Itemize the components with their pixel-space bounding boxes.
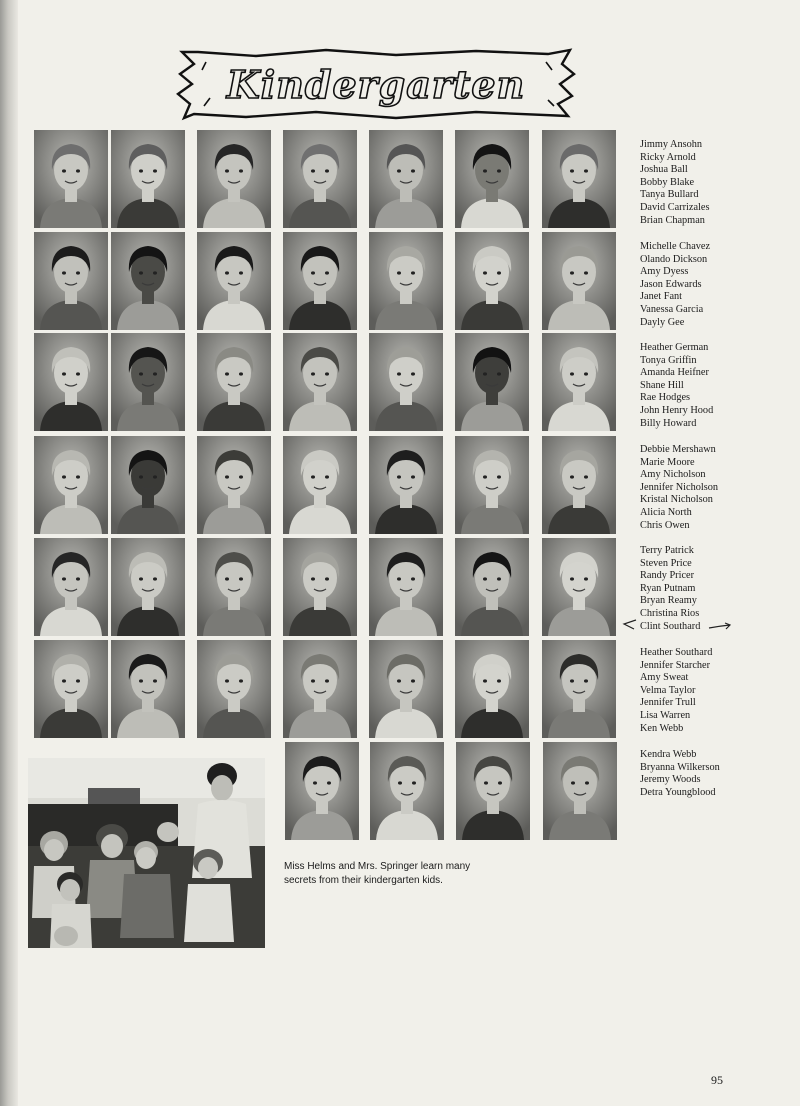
student-portrait <box>456 742 530 840</box>
student-portrait <box>283 333 357 431</box>
name-group <box>640 241 710 329</box>
student-name: Bryanna Wilkerson <box>640 761 720 773</box>
student-portrait <box>197 130 271 228</box>
student-portrait <box>111 333 185 431</box>
student-name: Amanda Heifner <box>640 367 709 379</box>
student-name: David Carrizales <box>640 201 710 213</box>
student-name: Clint Southard <box>640 620 701 632</box>
student-portrait <box>111 640 185 738</box>
hand-drawn-arrow-right <box>708 622 732 632</box>
student-portrait <box>370 742 444 840</box>
student-name: Steven Price <box>640 557 692 569</box>
student-name: Olando Dickson <box>640 253 708 265</box>
student-name: Ryan Putnam <box>640 582 696 594</box>
student-name: Michelle Chavez <box>640 241 711 252</box>
student-name: Amy Dyess <box>640 266 689 278</box>
student-name: Lisa Warren <box>640 709 691 721</box>
student-portrait <box>455 232 529 330</box>
student-name: Tanya Bullard <box>640 189 699 201</box>
page-gutter <box>0 0 18 1106</box>
teachers-group-photo <box>28 758 265 948</box>
student-name: Ricky Arnold <box>640 151 696 163</box>
student-name: Amy Sweat <box>640 672 689 684</box>
student-name: Billy Howard <box>640 417 697 429</box>
student-portrait <box>111 538 185 636</box>
student-portrait <box>369 130 443 228</box>
student-name: Dayly Gee <box>640 316 685 328</box>
student-name: Bobby Blake <box>640 176 695 188</box>
page-title: Kindergarten <box>226 61 526 107</box>
student-portrait <box>283 538 357 636</box>
student-portrait <box>542 232 616 330</box>
student-portrait <box>285 742 359 840</box>
student-portrait <box>34 232 108 330</box>
student-portrait <box>34 333 108 431</box>
student-name: Tonya Griffin <box>640 354 697 366</box>
student-portrait <box>542 130 616 228</box>
student-name: Janet Fant <box>640 291 683 303</box>
student-name: Marie Moore <box>640 456 695 468</box>
student-name: Jason Edwards <box>640 278 702 290</box>
student-portrait <box>455 130 529 228</box>
student-portrait <box>542 436 616 534</box>
student-portrait <box>34 640 108 738</box>
student-name: Jennifer Trull <box>640 697 696 709</box>
student-portrait <box>197 640 271 738</box>
student-portrait <box>369 640 443 738</box>
student-name: Rae Hodges <box>640 392 691 404</box>
student-name: Detra Youngblood <box>640 786 716 798</box>
student-name: Jimmy Ansohn <box>640 139 703 150</box>
student-name: Jennifer Starcher <box>640 659 711 671</box>
student-portrait <box>34 436 108 534</box>
student-name: Velma Taylor <box>640 684 696 696</box>
student-portrait <box>369 538 443 636</box>
student-portrait <box>542 640 616 738</box>
student-portrait <box>369 232 443 330</box>
student-name: Ken Webb <box>640 722 684 734</box>
student-portrait <box>283 436 357 534</box>
name-group <box>640 749 720 799</box>
student-name: Debbie Mershawn <box>640 444 716 455</box>
student-name: Christina Rios <box>640 607 700 619</box>
student-portrait <box>283 232 357 330</box>
student-portrait <box>542 538 616 636</box>
name-group <box>640 444 718 532</box>
student-portrait <box>455 436 529 534</box>
student-portrait <box>455 333 529 431</box>
student-portrait <box>369 436 443 534</box>
student-name: Jennifer Nicholson <box>640 481 719 493</box>
student-name: Bryan Reamy <box>640 595 697 607</box>
student-portrait <box>197 538 271 636</box>
student-name: Vanessa Garcia <box>640 303 704 315</box>
student-name: Randy Pricer <box>640 570 695 582</box>
student-portrait <box>455 640 529 738</box>
student-portrait <box>111 130 185 228</box>
student-portrait <box>111 232 185 330</box>
student-name: Terry Patrick <box>640 545 694 556</box>
hand-drawn-arrow-left <box>620 616 638 632</box>
student-portrait <box>111 436 185 534</box>
student-name: John Henry Hood <box>640 404 714 416</box>
student-portrait <box>542 333 616 431</box>
student-portrait <box>34 538 108 636</box>
student-name: Heather Southard <box>640 647 713 658</box>
student-name: Jeremy Woods <box>640 774 701 786</box>
student-portrait <box>283 130 357 228</box>
student-name: Kristal Nicholson <box>640 494 713 506</box>
student-portrait <box>455 538 529 636</box>
student-name: Kendra Webb <box>640 749 697 760</box>
student-portrait <box>543 742 617 840</box>
student-portrait <box>34 130 108 228</box>
name-group <box>640 139 709 227</box>
student-name: Heather German <box>640 342 709 353</box>
name-group <box>640 545 700 633</box>
student-name: Alicia North <box>640 506 692 518</box>
student-portrait <box>197 232 271 330</box>
student-portrait <box>369 333 443 431</box>
student-name: Joshua Ball <box>640 164 688 176</box>
student-name: Amy Nicholson <box>640 469 706 481</box>
title-banner <box>176 46 576 122</box>
student-name: Brian Chapman <box>640 214 705 226</box>
name-group <box>640 647 712 735</box>
name-group <box>640 342 713 430</box>
student-portrait <box>283 640 357 738</box>
photo-caption: Miss Helms and Mrs. Springer learn many secrets from their kindergarten kids. <box>284 861 471 886</box>
student-name: Shane Hill <box>640 379 684 391</box>
page-number: 95 <box>711 1073 723 1087</box>
student-name: Chris Owen <box>640 519 690 531</box>
student-portrait <box>197 333 271 431</box>
student-portrait <box>197 436 271 534</box>
